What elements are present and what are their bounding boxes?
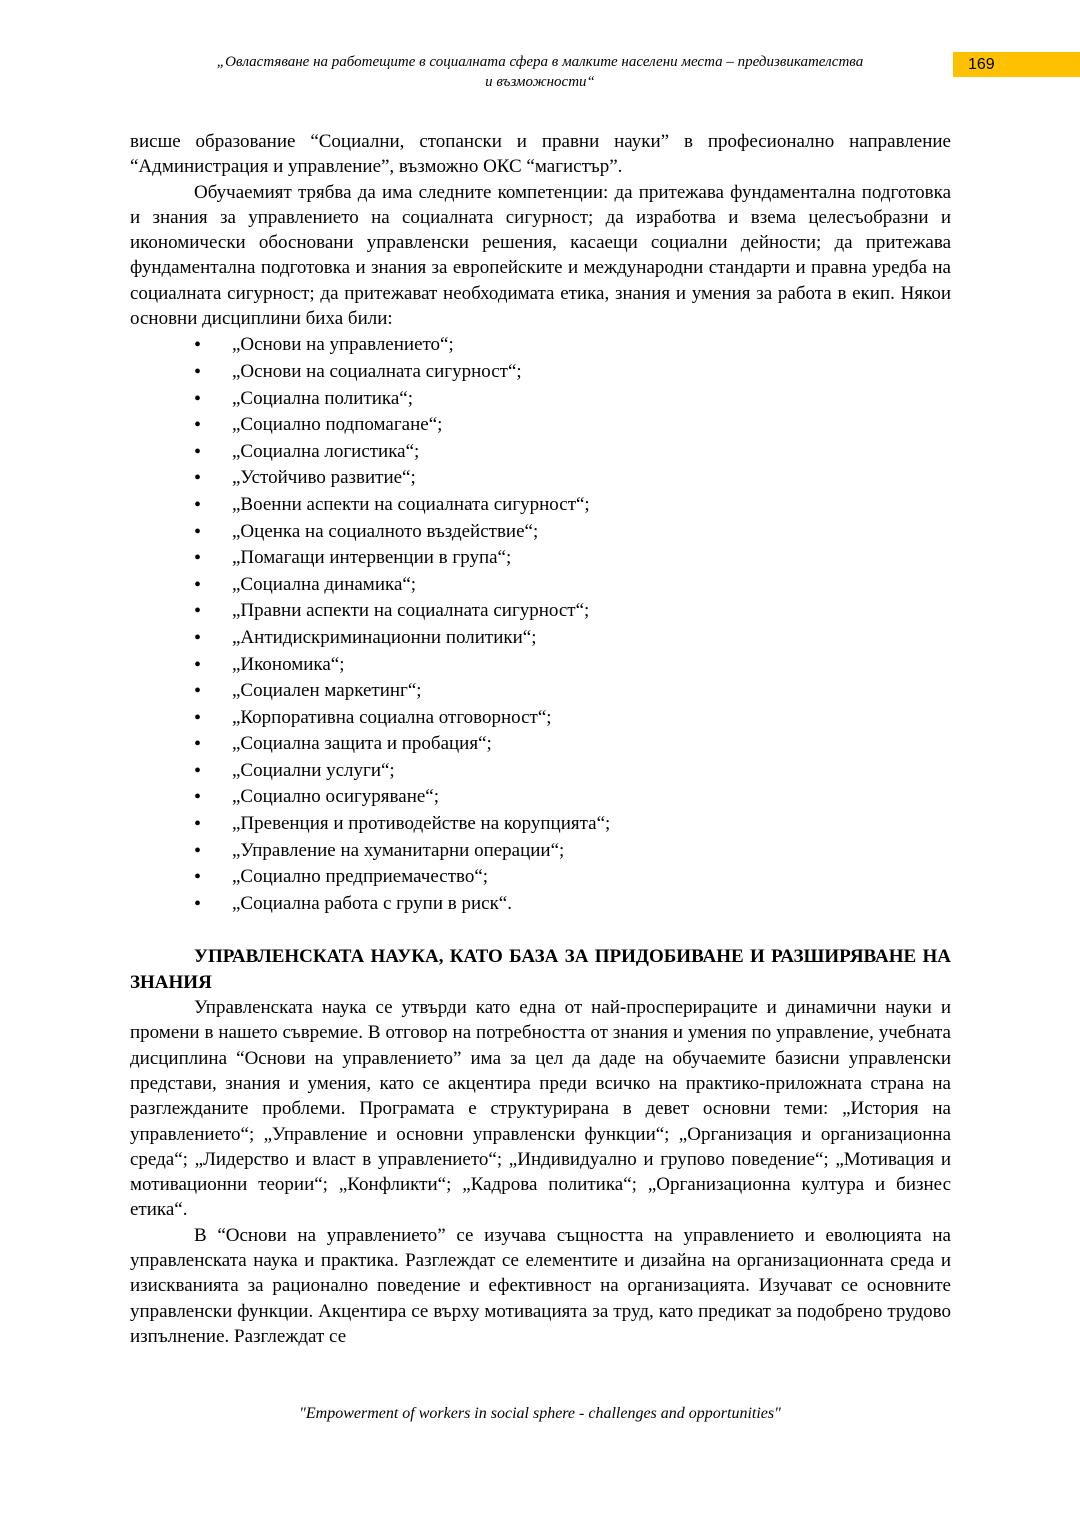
section-paragraph-1: Управленската наука се утвърди като една от най-просперираците и динамични науки и промени в нашето съвремие. В отговор на потребността от знания и умения по управление, учебната дисциплина “Основи на управлението” има за цел да даде на обучаемите базисни управленски представи, знания и умения, като се акцентира преди всичко на практико-приложната страна на разглежданите проблеми. Програмата е структурирана в девет основни теми: „История на управлението“; „Управление и основни управленски функции“; „Организация и организационна среда“; „Лидерство и власт в управлението“; „Индивидуално и групово поведение“; „Мотивация и мотивационни теории“; „Конфликти“; „Кадрова политика“; „Организационна култура и бизнес етика“.: [130, 997, 951, 1221]
list-item: • „Военни аспекти на социалната сигурност“;: [232, 492, 951, 519]
competences-paragraph: Обучаемият трябва да има следните компетенции: да притежава фундаментална подготовка и знания за управлението на социалната сигурност; да изработва и взема целесъобразни и икономически обосновани управленски решения, касаещи социални дейности; да притежава фундаментална подготовка и знания за европейските и международни стандарти и правна уредба на социалната сигурност; да притежават необходимата етика, знания и умения за работа в екип. Някои основни дисциплини биха били:: [130, 181, 951, 330]
list-item: • „Социален маркетинг“;: [232, 678, 951, 705]
list-item: • „Социална динамика“;: [232, 572, 951, 599]
page-body: [130, 129, 951, 1349]
header-title-line-1: „Овластяване на работещите в социалната сфера в малките населени места – предизвикателства: [216, 54, 864, 70]
list-item: • „Социални услуги“;: [232, 758, 951, 785]
disciplines-list: [130, 332, 951, 917]
list-item: • „Управление на хуманитарни операции“;: [232, 838, 951, 865]
list-item: • „Правни аспекти на социалната сигурност“;: [232, 598, 951, 625]
list-item: • „Социално осигуряване“;: [232, 784, 951, 811]
list-item: • „Основи на управлението“;: [232, 332, 951, 359]
page-number-badge: 169: [953, 52, 1080, 77]
list-item: • „Социална работа с групи в риск“.: [232, 891, 951, 918]
list-item: • „Социална логистика“;: [232, 439, 951, 466]
running-header: [130, 52, 950, 92]
list-item: • „Основи на социалната сигурност“;: [232, 359, 951, 386]
header-title-line-2: и възможности“: [485, 74, 595, 90]
list-item: • „Социална защита и пробация“;: [232, 731, 951, 758]
list-item: • „Социално подпомагане“;: [232, 412, 951, 439]
list-item: • „Превенция и противодействе на корупцията“;: [232, 811, 951, 838]
list-item: • „Устойчиво развитие“;: [232, 465, 951, 492]
list-item: • „Оценка на социалното въздействие“;: [232, 519, 951, 546]
list-item: • „Корпоративна социална отговорност“;: [232, 705, 951, 732]
list-item: • „Социална политика“;: [232, 386, 951, 413]
section-heading: УПРАВЛЕНСКАТА НАУКА, КАТО БАЗА ЗА ПРИДОБИВАНЕ И РАЗШИРЯВАНЕ НА ЗНАНИЯ: [130, 946, 951, 993]
section-paragraph-2: В “Основи на управлението” се изучава същността на управлението и еволюцията на управленската наука и практика. Разглеждат се елементите и дизайна на организационната среда и изискванията за рационално поведение и ефективност на организацията. Изучават се основните управленски функции. Акцентира се върху мотивацията за труд, като предикат за подобрено трудово изпълнение. Разглеждат се: [130, 1224, 951, 1347]
list-item: • „Помагащи интервенции в група“;: [232, 545, 951, 572]
running-footer: "Empowerment of workers in social sphere - challenges and opportunities": [299, 1405, 781, 1422]
intro-paragraph: висше образование “Социални, стопански и правни науки” в професионално направление “Администрация и управление”, възможно ОКС “магистър”.: [130, 131, 951, 178]
list-item: • „Социално предприемачество“;: [232, 864, 951, 891]
list-item: • „Икономика“;: [232, 652, 951, 679]
list-item: • „Антидискриминационни политики“;: [232, 625, 951, 652]
